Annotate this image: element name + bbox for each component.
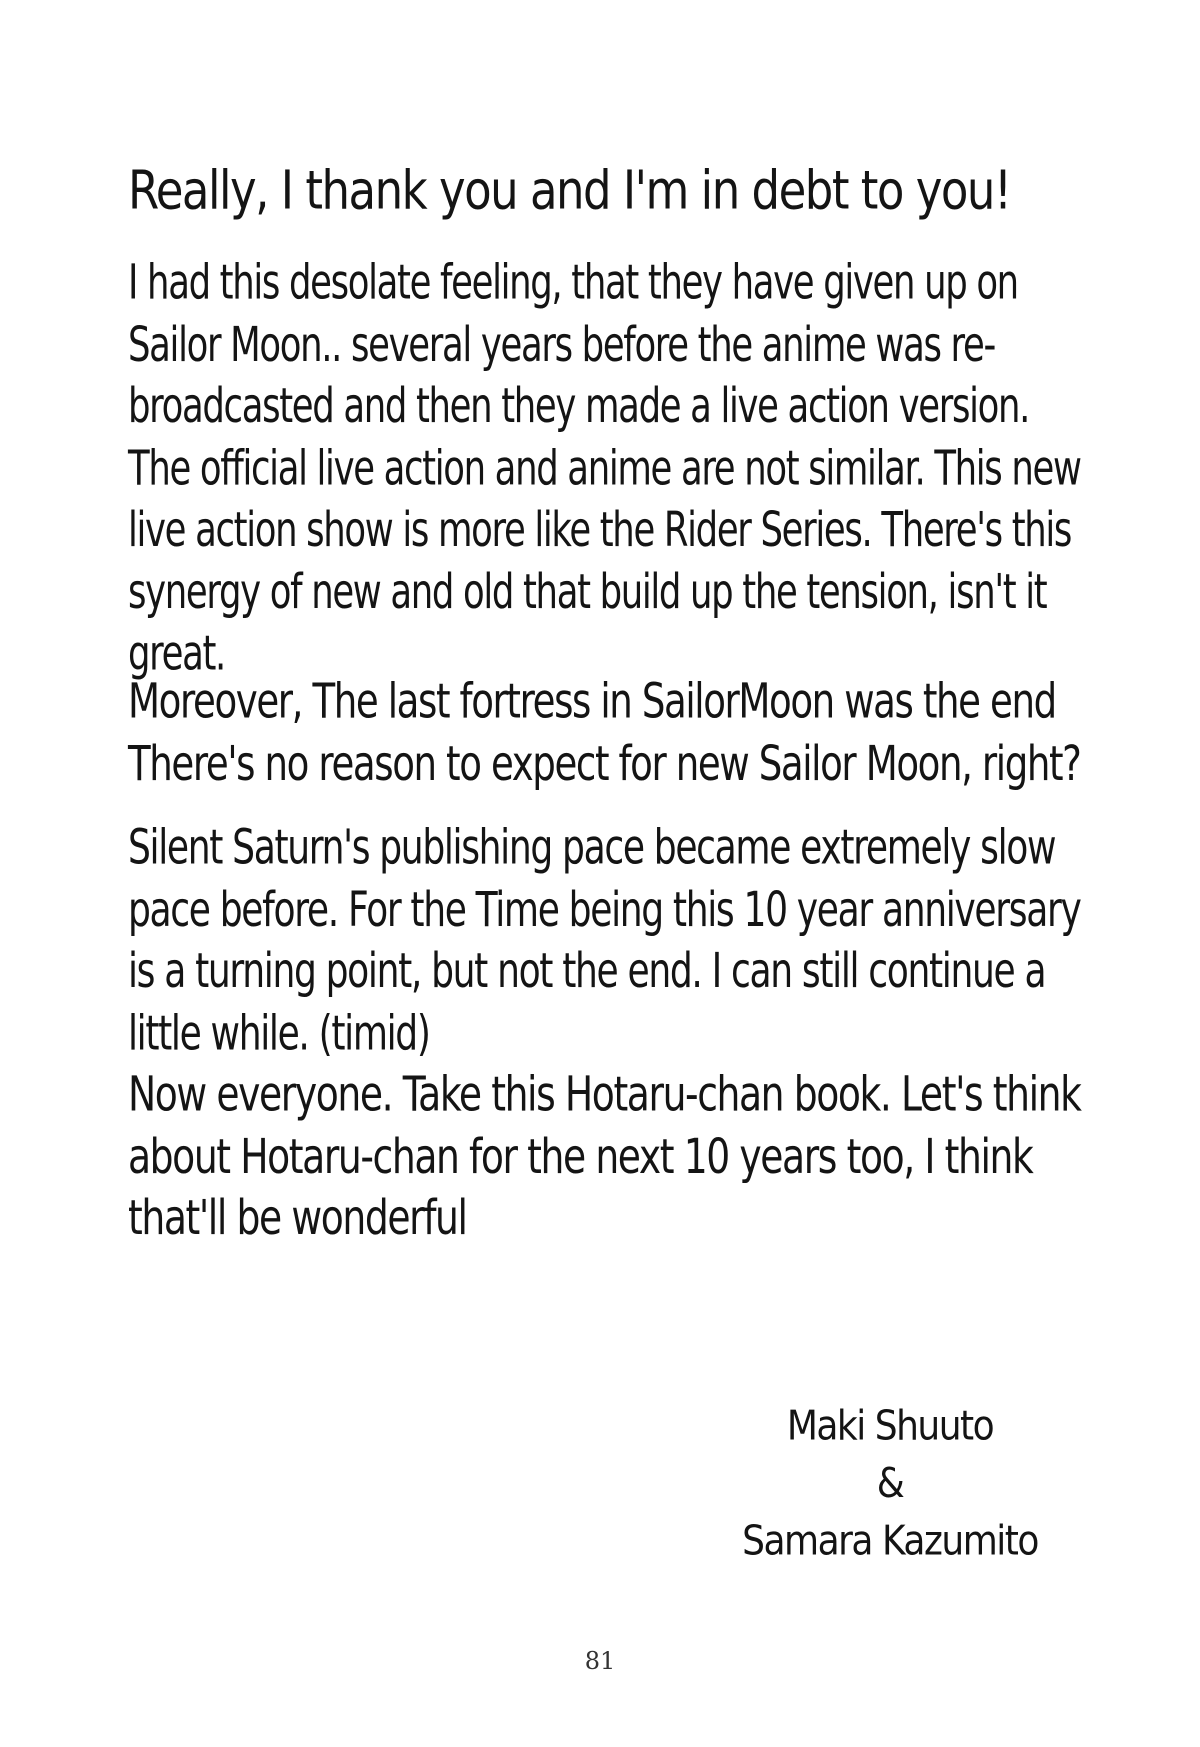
paragraph-silent-saturn: [128, 818, 1080, 1065]
paragraph-line: Moreover, The last fortress in SailorMoon was the end: [128, 674, 1056, 730]
paragraph-moreover: [128, 672, 1080, 796]
paragraph-line: The official live action and anime are not similar. This new: [128, 440, 1081, 496]
signature-block: [740, 1398, 1040, 1571]
paragraph-line: that'll be wonderful: [128, 1191, 467, 1247]
paragraph-line: I had this desolate feeling, that they have given up on: [128, 255, 1018, 311]
paragraph-line: about Hotaru-chan for the next 10 years too, I think: [128, 1129, 1033, 1185]
paragraph-line: Now everyone. Take this Hotaru-chan book. Let's think: [128, 1067, 1081, 1123]
paragraph-line: great.: [128, 626, 226, 682]
paragraph-line: broadcasted and then they made a live action version.: [128, 379, 1030, 435]
author-name-2: Samara Kazumito: [742, 1517, 1038, 1565]
paragraph-line: live action show is more like the Rider Series. There's this: [128, 502, 1072, 558]
paragraph-line: is a turning point, but not the end. I can still continue a: [128, 944, 1046, 1000]
paragraph-line: There's no reason to expect for new Sailor Moon, right?: [128, 736, 1081, 792]
paragraph-line: pace before. For the Time being this 10 year anniversary: [128, 882, 1081, 938]
page-number: 81: [584, 1647, 616, 1675]
paragraph-closing: [128, 1065, 1081, 1250]
paragraph-line: Sailor Moon.. several years before the anime was re-: [128, 317, 995, 373]
author-name-1: Maki Shuuto: [786, 1402, 994, 1450]
ampersand: &: [876, 1460, 904, 1508]
paragraph-intro: [128, 253, 1081, 686]
paragraph-line: synergy of new and old that build up the tension, isn't it: [128, 564, 1047, 620]
paragraph-line: little while. (timid): [128, 1005, 430, 1061]
page-title: Really, I thank you and I'm in debt to you!: [128, 159, 1011, 222]
paragraph-line: Silent Saturn's publishing pace became extremely slow: [128, 820, 1056, 876]
